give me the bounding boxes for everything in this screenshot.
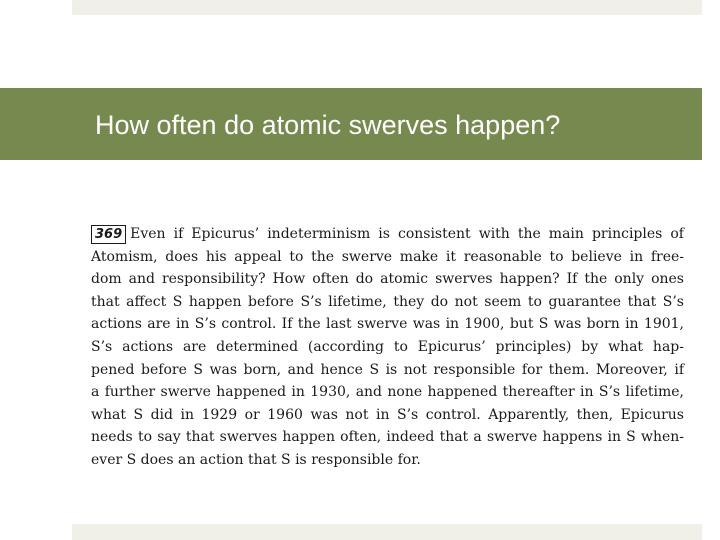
excerpt-line-text: Even if Epicurus’ indeterminism is consistent with the main principles of — [130, 226, 684, 242]
top-decorative-strip — [72, 0, 702, 15]
excerpt-line: what S did in 1929 or 1960 was not in S’s control. Apparently, then, Epicurus — [91, 406, 684, 423]
excerpt-line: actions are in S’s control. If the last swerve was in 1900, but S was born in 1901, — [91, 316, 684, 333]
excerpt-line: that affect S happen before S’s lifetime, they do not seem to guarantee that S’s — [91, 293, 684, 310]
book-excerpt — [91, 223, 684, 472]
excerpt-line: a further swerve happened in 1930, and none happened thereafter in S’s lifetime, — [91, 384, 684, 401]
excerpt-line: ever S does an action that S is responsible for. — [91, 451, 421, 468]
excerpt-line: Atomism, does his appeal to the swerve make it reasonable to believe in free- — [91, 248, 684, 265]
excerpt-line: dom and responsibility? How often do atomic swerves happen? If the only ones — [91, 271, 684, 288]
excerpt-line: needs to say that swerves happen often, indeed that a swerve happens in S when- — [91, 429, 684, 446]
excerpt-line: S’s actions are determined (according to Epicurus’ principles) by what hap- — [91, 338, 684, 355]
paragraph-number: 369 — [91, 225, 126, 244]
bottom-decorative-strip — [72, 524, 702, 540]
slide-title: How often do atomic swerves happen? — [95, 110, 561, 140]
excerpt-line: pened before S was born, and hence S is not responsible for them. Moreover, if — [91, 361, 684, 378]
excerpt-line — [91, 223, 684, 246]
